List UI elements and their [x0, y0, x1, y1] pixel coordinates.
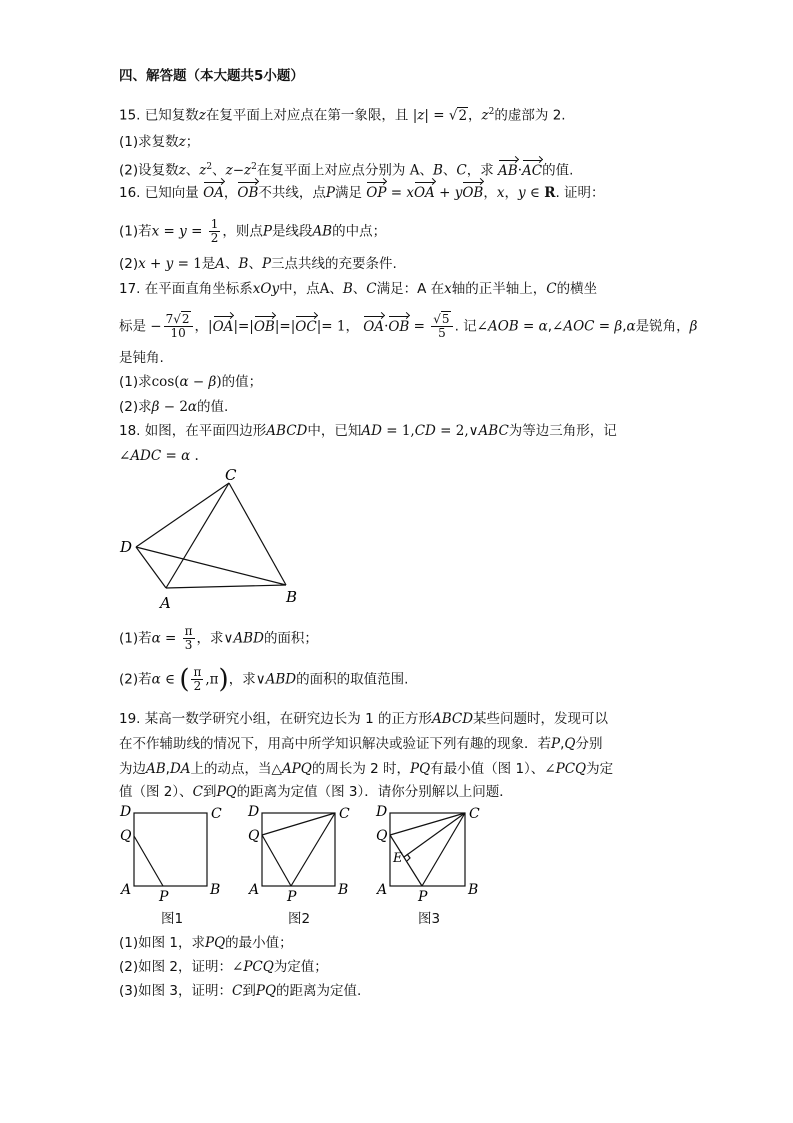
q18-label-d: D	[120, 538, 133, 556]
q18-stem: 18. 如图，在平面四边形ABCD中，已知AD = 1,CD = 2,∨ABC为等边三角形，记	[119, 423, 617, 439]
q17-part2: (2)求β − 2α的值.	[119, 399, 229, 415]
q19-line3: 为边AB,DA上的动点，当△APQ的周长为 2 时，PQ有最小值（图 1）、∠PCQ为定	[119, 761, 614, 777]
q19-figure-2	[242, 800, 352, 902]
svg-text:P: P	[418, 889, 428, 902]
svg-text:D: D	[120, 804, 132, 820]
q18-edge-dc	[136, 483, 229, 547]
q17-line2: 标是 − $\frac{7√2}{10}$ ，|OA|=|OB|=|OC|= 1， OA·OB = $\frac{√5}{5}$ . 记∠AOB = α,∠AOC = β,α是锐角，β	[119, 312, 698, 340]
svg-text:B: B	[210, 882, 221, 898]
q19-caption-2: 图2	[288, 911, 311, 927]
svg-text:A: A	[121, 882, 132, 898]
q18-part1: (1)若α = $\frac{\pi}{3}$ ，求∨ABD的面积；	[119, 624, 318, 652]
svg-text:A: A	[377, 882, 388, 898]
q19-caption-3: 图3	[418, 911, 441, 927]
svg-text:B: B	[338, 882, 349, 898]
q16-stem: 16. 已知向量 OA，OB不共线，点P满足 OP = xOA + yOB，x，y ∈ R. 证明：	[119, 185, 605, 201]
q18-figure	[112, 466, 312, 614]
svg-text:C: C	[339, 806, 350, 822]
q18-edge-ab	[166, 585, 286, 588]
q18-stem-line2: ∠ADC = α .	[119, 448, 199, 464]
q18-edge-cb	[229, 483, 286, 585]
q15-part1: (1)求复数z；	[119, 134, 200, 150]
section-title: 四、解答题（本大题共5小题）	[119, 68, 304, 84]
svg-text:P: P	[287, 889, 297, 902]
svg-text:D: D	[376, 804, 388, 820]
q19-part1: (1)如图 1，求PQ的最小值；	[119, 935, 293, 951]
svg-text:E: E	[393, 851, 403, 866]
svg-text:Q: Q	[120, 828, 132, 844]
q17-line3: 是钝角.	[119, 350, 164, 366]
q17-part1: (1)求cos(α − β)的值；	[119, 374, 263, 390]
svg-text:B: B	[468, 882, 479, 898]
q18-label-c: C	[225, 466, 237, 484]
q19-line2: 在不作辅助线的情况下，用高中所学知识解决或验证下列有趣的现象．若P,Q分别	[119, 736, 603, 752]
svg-text:D: D	[248, 804, 260, 820]
q19-figure-1	[114, 800, 224, 902]
q15-part2: (2)设复数z、$z^2$、$z-z^2$在复平面上对应点分别为 A、B、C，求 AB·AC的值.	[119, 162, 574, 179]
q19-figure-3	[370, 800, 485, 902]
q19-part3: (3)如图 3，证明：C到PQ的距离为定值.	[119, 983, 362, 999]
q16-part1: (1)若x = y = $\frac{1}{2}$ ，则点P是线段AB的中点；	[119, 217, 387, 245]
q19-part2: (2)如图 2，证明：∠PCQ为定值；	[119, 959, 328, 975]
svg-text:C: C	[211, 806, 222, 822]
q18-edge-ca	[166, 483, 229, 588]
q17-stem: 17. 在平面直角坐标系xOy中，点A、B、C满足：A 在x轴的正半轴上，C的横坐	[119, 281, 598, 297]
svg-text:Q: Q	[376, 828, 388, 844]
q18-label-a: A	[160, 594, 171, 612]
svg-text:C: C	[469, 806, 480, 822]
svg-text:A: A	[249, 882, 260, 898]
q19-line4: 值（图 2）、C到PQ的距离为定值（图 3）．请你分别解以上问题．	[119, 784, 513, 800]
q16-part2: (2)x + y = 1是A、B、P三点共线的充要条件.	[119, 256, 397, 272]
svg-text:Q: Q	[248, 828, 260, 844]
q19-caption-1: 图1	[161, 911, 184, 927]
q18-part2: (2)若α ∈ ( $\frac{\pi}{2}$ ,π)，求∨ABD的面积的取值范围.	[119, 664, 409, 695]
q18-edge-db	[136, 547, 286, 585]
q19-line1: 19. 某高一数学研究小组，在研究边长为 1 的正方形ABCD某些问题时，发现可以	[119, 711, 609, 727]
svg-text:P: P	[159, 889, 169, 902]
q18-label-b: B	[286, 588, 298, 606]
q15-stem: 15. 已知复数z在复平面上对应点在第一象限，且 |z| = √2，$z^2$的虚部为 2.	[119, 107, 566, 124]
